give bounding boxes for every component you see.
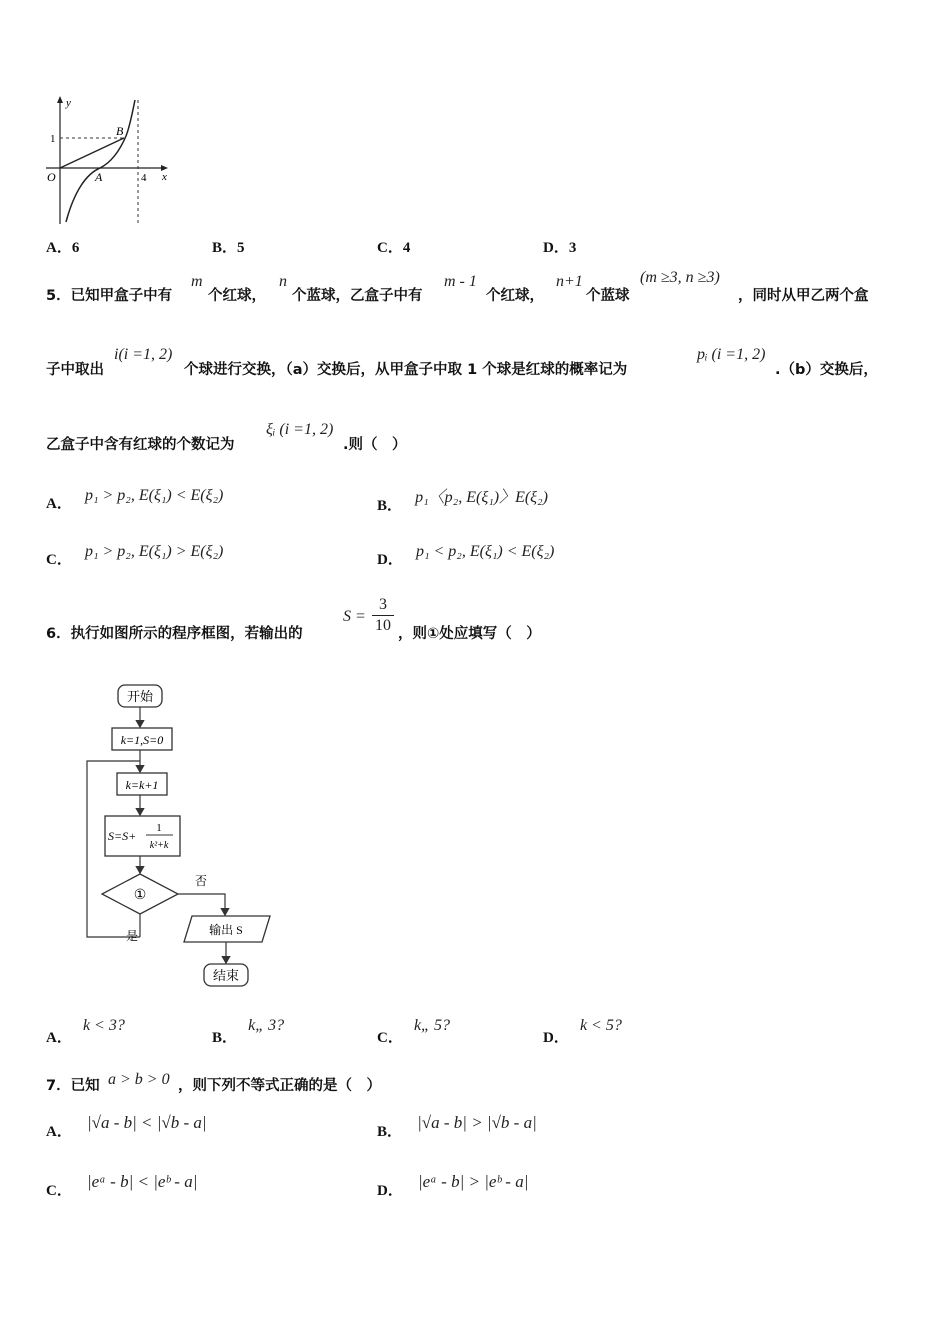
q5-text-2: 个红球， [208, 288, 266, 304]
q7-condition: a > b > 0 [108, 1071, 170, 1088]
q5-condition: (m ≥3, n ≥3) [640, 269, 720, 286]
segment-ob [60, 138, 124, 168]
q4-option-c[interactable]: C．4 [377, 240, 411, 256]
q4-option-a[interactable]: A．6 [46, 240, 80, 256]
function-graph [38, 92, 178, 230]
q5-text-4: 个红球， [486, 288, 544, 304]
y-axis-arrow [57, 96, 63, 103]
flow-sum-den: k²+k [149, 840, 169, 851]
q6-option-a[interactable]: A． k < 3? [46, 1017, 125, 1046]
q7-option-d[interactable]: D． |eᵃ - b| > |eᵇ - a| [377, 1172, 529, 1199]
flow-start-text: 开始 [126, 689, 154, 704]
q6-frac-den: 10 [375, 617, 391, 634]
q7-option-b[interactable]: B． |√a - b| > |√b - a| [377, 1113, 537, 1140]
flow-no-line [178, 894, 225, 915]
q4-option-d[interactable]: D．3 [543, 240, 577, 256]
y-label: y [66, 97, 71, 109]
flow-init-text: k=1,S=0 [120, 733, 164, 747]
q6-text-2: ，则①处应填写（ ） [398, 626, 541, 642]
flow-yes-label: 是 [126, 929, 139, 943]
q5-var-m: m [191, 273, 203, 290]
q5-text-7: 子中取出 [46, 362, 104, 378]
q6-s-lhs: S = [343, 608, 366, 625]
q5-text-3: 个蓝球，乙盒子中有 [292, 288, 423, 304]
q5-text-10: 乙盒子中含有红球的个数记为 [46, 437, 235, 453]
flow-output-text: 输出 S [209, 923, 243, 937]
q5-text-11: .则（ ） [343, 437, 407, 453]
flowchart [80, 680, 280, 1000]
q5-option-b[interactable]: B． p₁〈p₂, E(ξ₁)〉E(ξ₂) [377, 489, 548, 514]
point-b-label: B [116, 124, 124, 138]
q6-frac-num: 3 [379, 596, 387, 613]
flow-cond-text: ① [133, 888, 147, 903]
origin-label: O [47, 170, 56, 184]
q5-text-8: 个球进行交换，（a）交换后，从甲盒子中取 1 个球是红球的概率记为 [184, 362, 628, 378]
q5-var-xi: ξᵢ (i =1, 2) [266, 421, 334, 438]
q4-option-b[interactable]: B．5 [212, 240, 245, 256]
tick-x-label: 4 [141, 172, 147, 184]
flow-inc-text: k=k+1 [125, 778, 159, 792]
q5-option-a[interactable]: A． p₁ > p₂, E(ξ₁) < E(ξ₂) [46, 487, 224, 512]
q5-var-i: i(i =1, 2) [114, 346, 173, 363]
point-a-label: A [95, 170, 103, 184]
q6-option-d[interactable]: D． k < 5? [543, 1017, 622, 1046]
q6-option-c[interactable]: C． k„ 5? [377, 1017, 450, 1046]
q5-var-m1: m - 1 [444, 273, 477, 290]
q7-text-1: 7．已知 [46, 1078, 100, 1094]
q5-text-6: ，同时从甲乙两个盒 [738, 288, 869, 304]
q7-option-c[interactable]: C． |eᵃ - b| < |eᵇ - a| [46, 1172, 198, 1199]
q7-option-a[interactable]: A． |√a - b| < |√b - a| [46, 1113, 207, 1140]
q5-text-5: 个蓝球 [586, 288, 630, 304]
q7-text-2: ，则下列不等式正确的是（ ） [178, 1078, 381, 1094]
flow-no-label: 否 [195, 874, 208, 888]
q5-option-c[interactable]: C． p₁ > p₂, E(ξ₁) > E(ξ₂) [46, 543, 224, 568]
q5-text-9: .（b）交换后， [775, 362, 878, 378]
q5-option-d[interactable]: D． p₁ < p₂, E(ξ₁) < E(ξ₂) [377, 543, 555, 568]
q6-fraction [372, 596, 394, 635]
q6-option-b[interactable]: B． k„ 3? [212, 1017, 285, 1046]
tick-y-label: 1 [50, 133, 56, 145]
q5-var-n: n [279, 273, 287, 290]
q5-var-n1: n+1 [556, 273, 583, 290]
x-label: x [162, 171, 167, 183]
q5-text-1: 5．已知甲盒子中有 [46, 288, 173, 304]
flow-sum-num: 1 [156, 822, 162, 834]
flow-sum-lhs: S=S+ [108, 829, 137, 843]
q6-text-1: 6．执行如图所示的程序框图，若输出的 [46, 626, 303, 642]
flow-end-text: 结束 [212, 968, 240, 983]
q5-var-p: pᵢ (i =1, 2) [697, 346, 766, 363]
